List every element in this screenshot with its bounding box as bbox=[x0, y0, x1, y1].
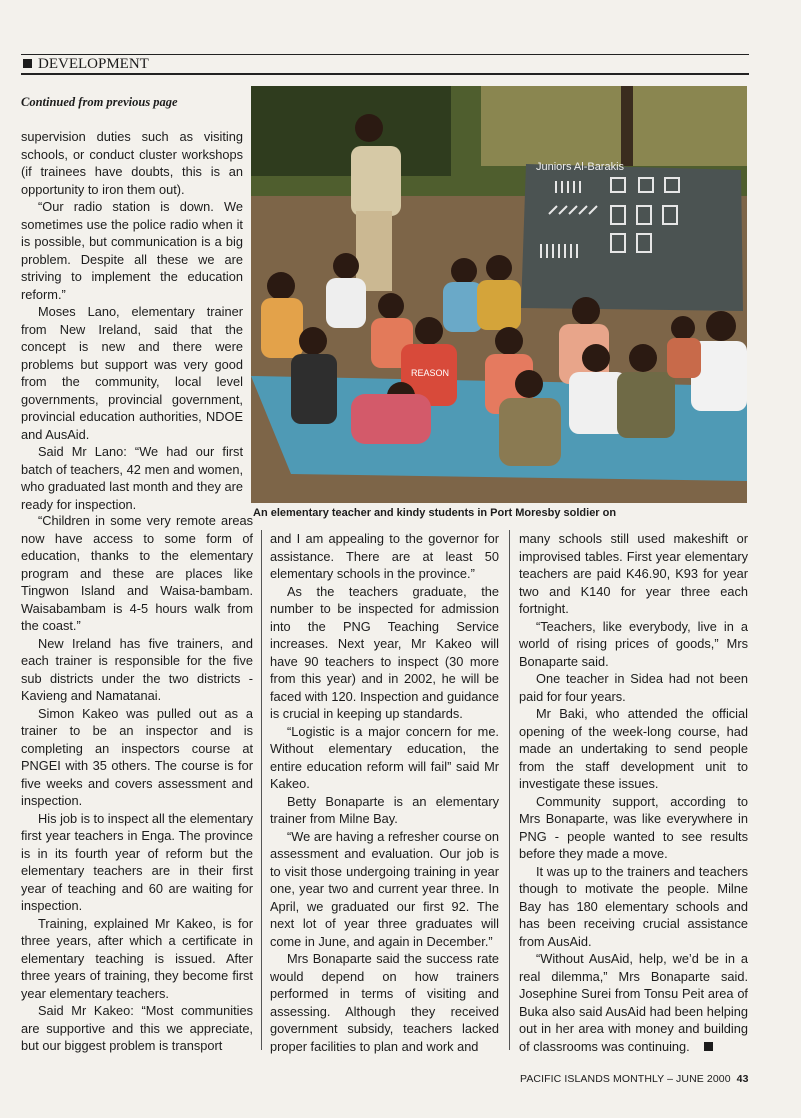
column-2 bbox=[270, 530, 499, 1055]
paragraph: “Teachers, like everybody, live in a world of rising prices of goods,” Mrs Bonaparte said. bbox=[519, 618, 748, 669]
paragraph: Training, explained Mr Kakeo, is for three years, after which a certificate in elementary teaching is issued. After three years of training, they become first year elementary teachers. bbox=[21, 915, 253, 1001]
paragraph: many schools still used makeshift or improvised tables. First year elementary teachers are paid K46.90, K93 for year two and K140 for year three each fortnight. bbox=[519, 531, 748, 616]
shirt-text: REASON bbox=[411, 368, 450, 378]
paragraph: Mrs Bonaparte said the success rate would depend on how trainers performed in terms of visiting and assessing. Although they received government subsidy, teachers lacked proper facilities to plan and work and bbox=[270, 951, 499, 1054]
paragraph: “Our radio station is down. We sometimes use the police radio when it is possible, but communication is a big problem. Despite all these we are striving to implement the education reform.” bbox=[21, 199, 243, 302]
paragraph: It was up to the trainers and teachers though to motivate the people. Milne Bay has 180 elementary schools and has been receiving crucial assistance from AusAid. bbox=[519, 863, 748, 949]
column-rule bbox=[261, 530, 262, 1050]
paragraph: Moses Lano, elementary trainer from New Ireland, said that the concept is new and there were problems but support was very good from the community, local level governments, provincial government, provincial education authorities, NDOE and AusAid. bbox=[21, 304, 243, 442]
article-photo bbox=[251, 86, 747, 503]
column-rule bbox=[509, 530, 510, 1050]
paragraph: Said Mr Lano: “We had our first batch of teachers, 42 men and women, who graduated last month and they are ready for inspection. bbox=[21, 444, 243, 512]
page-footer bbox=[520, 1073, 749, 1085]
paragraph: “We are having a refresher course on assessment and evaluation. Our job is to visit those undergoing training in year one, year two and current year three. In April, we graduated our first 92. The next lot of year three graduates will come in June, and again in December.” bbox=[270, 828, 499, 949]
page-number: 43 bbox=[736, 1073, 749, 1085]
paragraph: His job is to inspect all the elementary first year teachers in Enga. The province is in its fourth year of reform but the elementary teachers are in their first year of teaching and 60 are waiting for inspection. bbox=[21, 810, 253, 913]
paragraph: Simon Kakeo was pulled out as a trainer to be an inspector and is completing an inspectors course at PNGEI with 35 others. The course is for five weeks and covers assessment and inspection. bbox=[21, 705, 253, 808]
publication-line: PACIFIC ISLANDS MONTHLY – JUNE 2000 bbox=[520, 1073, 731, 1085]
continued-note: Continued from previous page bbox=[21, 95, 178, 109]
paragraph: “Logistic is a major concern for me. Without elementary education, the entire education reform will fail” said Mr Kakeo. bbox=[270, 723, 499, 791]
paragraph: New Ireland has five trainers, and each trainer is responsible for the five sub districts under the two districts - Kavieng and Namatanai. bbox=[21, 635, 253, 703]
paragraph: Betty Bonaparte is an elementary trainer from Milne Bay. bbox=[270, 793, 499, 826]
column-1-bottom bbox=[21, 512, 253, 1055]
photo-illustration bbox=[251, 86, 747, 503]
photo-caption: An elementary teacher and kindy students in Port Moresby soldier on bbox=[253, 507, 617, 519]
section-header bbox=[21, 54, 749, 75]
section-label: DEVELOPMENT bbox=[38, 56, 149, 72]
paragraph: One teacher in Sidea had not been paid for four years. bbox=[519, 671, 748, 704]
paragraph: Mr Baki, who attended the official opening of the week-long course, had made an undertaking to send people from the staff development unit to investigate these issues. bbox=[519, 706, 748, 791]
section-square-icon bbox=[23, 59, 32, 68]
paragraph: Community support, according to Mrs Bonaparte, was like everywhere in PNG - people wanted to see results before they made a move. bbox=[519, 793, 748, 861]
paragraph: “Children in some very remote areas now have access to some form of education, thanks to the elementary program and these are places like Tingwon Island and Waisa-bambam. Waisabambam is 4-5 hours walk from the coast.” bbox=[21, 513, 253, 633]
column-3 bbox=[519, 530, 748, 1055]
paragraph-text: “Without AusAid, help, we’d be in a real dilemma,” Mrs Bonaparte said. Josephine Surei from Tonsu Peit area of Buka also said AusAid had been helping out in her area with money and building of classrooms was continuing. bbox=[519, 951, 748, 1054]
chalkboard bbox=[521, 164, 743, 311]
teacher-figure bbox=[351, 146, 401, 216]
paragraph: As the teachers graduate, the number to be inspected for admission into the PNG Teaching Service increases. Next year, Mr Kakeo will have 90 teachers to inspect (30 more from this year) and in 2002, he will be faced with 120. Inspection and guidance is crucial in keeping up standards. bbox=[270, 583, 499, 721]
paragraph: supervision duties such as visiting schools, or conduct cluster workshops (if trainees have doubts, this is an opportunity to iron them out). bbox=[21, 129, 243, 197]
end-mark-icon bbox=[704, 1042, 713, 1051]
column-1-top bbox=[21, 128, 243, 513]
paragraph: Said Mr Kakeo: “Most communities are supportive and this we appreciate, but our biggest problem is transport bbox=[21, 1003, 253, 1053]
paragraph-last bbox=[519, 950, 748, 1055]
paragraph: and I am appealing to the governor for assistance. There are at least 50 elementary schools in the province.” bbox=[270, 531, 499, 581]
chalkboard-heading: Juniors Al-Barakis bbox=[536, 161, 625, 173]
